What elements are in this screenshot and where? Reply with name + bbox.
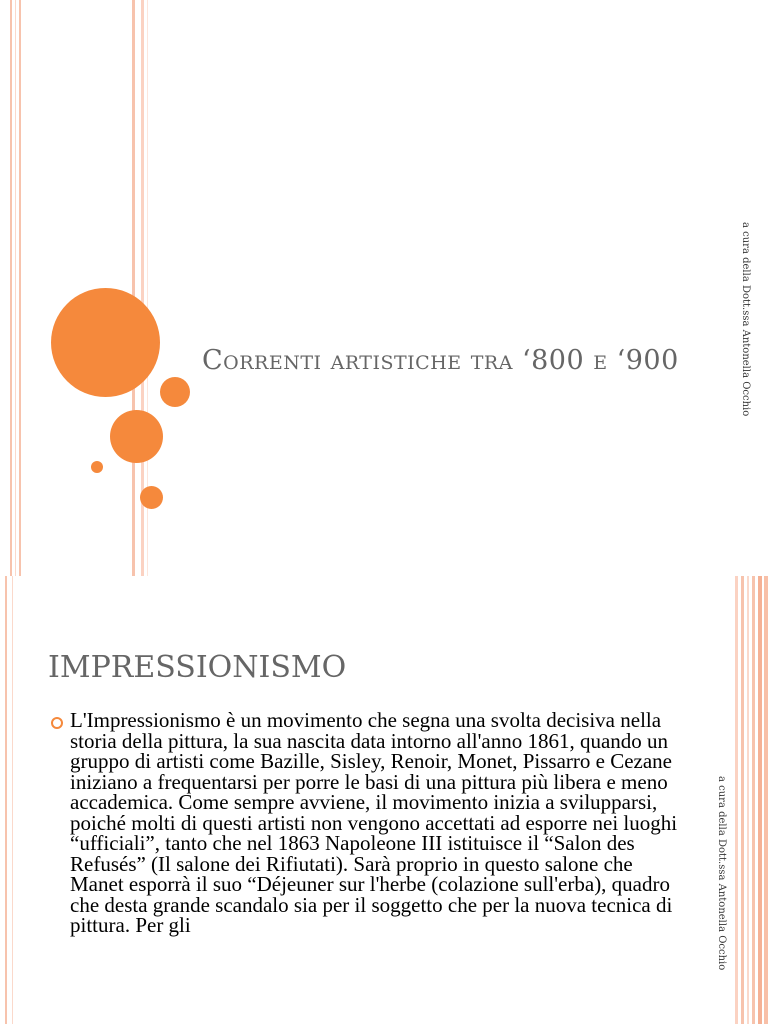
decor-circle-large [51, 288, 160, 397]
content-slide [0, 576, 768, 1024]
slide-title: Correnti artistiche tra ‘800 e ‘900 [202, 345, 679, 376]
left-stripe [15, 0, 16, 576]
right-stripe [758, 576, 762, 1024]
left-stripe [12, 576, 13, 1024]
decor-circle-small [160, 377, 190, 407]
accent-stripe [132, 0, 135, 576]
author-credit: a cura della Dott.ssa Antonella Occhio [716, 776, 727, 971]
right-stripe [764, 576, 768, 1024]
right-stripe [735, 576, 738, 1024]
right-stripe [752, 576, 755, 1024]
right-stripe [747, 576, 749, 1024]
decor-circle-medium [110, 410, 163, 463]
left-stripe [5, 576, 7, 1024]
section-heading: IMPRESSIONISMO [48, 650, 347, 685]
right-stripe [741, 576, 744, 1024]
author-credit: a cura della Dott.ssa Antonella Occhio [740, 222, 751, 417]
left-stripe [19, 0, 21, 576]
body-paragraph: L'Impressionismo è un movimento che segna una svolta decisiva nella storia della pittura, la sua nascita data intorno all'anno 1861, quando un gruppo di artisti come Bazille, Sisley, Renoir, Monet, Pissarro e Cezane iniziano a frequentarsi per porre le basi di una pittura più libera e meno accademica. Come sempre avviene, il movimento inizia a svilupparsi, poiché molti di questi artisti non vengono accettati ad esporre nei luoghi “ufficiali”, tanto che nel 1863 Napoleone III istituisce il “Salon des Refusés” (Il salone dei Rifiutati). Sarà proprio in questo salone che Manet esporrà il suo “Déjeuner sur l'herbe (colazione sull'erba), quadro che desta grande scandalo sia per il soggetto che per la nuova tecnica di pittura. Per gli [70, 708, 678, 937]
bullet-circle-icon [50, 716, 64, 730]
decor-circle-tiny [91, 461, 103, 473]
decor-circle-small [140, 486, 163, 509]
left-stripe [10, 0, 12, 576]
